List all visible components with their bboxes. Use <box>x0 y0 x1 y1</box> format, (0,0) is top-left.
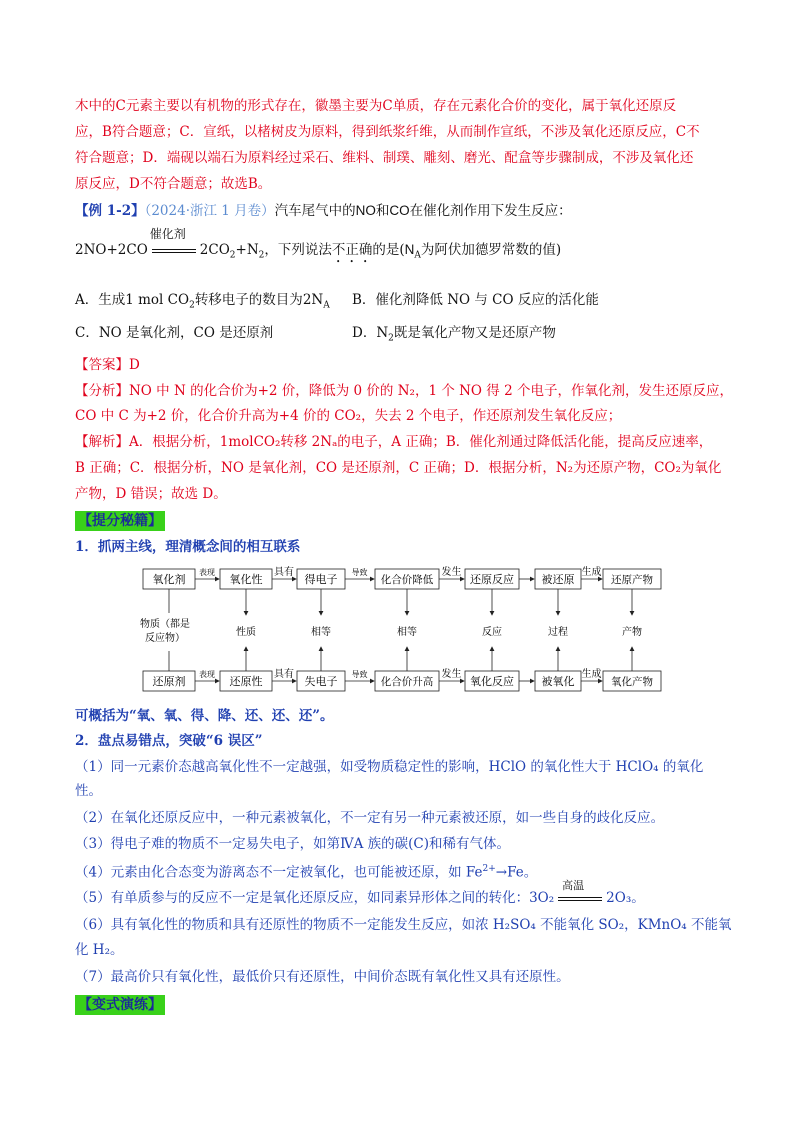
intro-line-1: 木中的C元素主要以有机物的形式存在，徽墨主要为C单质，存在元素化合价的变化，属于氧化还原反 <box>75 98 677 114</box>
example-equation: 2NO+2CO 催化剂 $2CO_2+N_2$，下列说法不正确的是($N_A$为阿伏加德罗常数的值) <box>75 227 562 261</box>
example-tag: 【例 1-2】 <box>75 203 145 219</box>
top-arrow-label: 表现 <box>199 568 215 577</box>
top-node: 被还原 <box>541 573 575 586</box>
bottom-node: 失电子 <box>304 675 338 688</box>
mid-label: 反应 <box>482 627 502 638</box>
mid-label: 反应物） <box>145 633 185 644</box>
tips-header: 【提分秘籍】 <box>75 511 165 531</box>
error-3: （3）得电子难的物质不一定易失电子，如第ⅣA 族的碳(C)和稀有气体。 <box>75 836 510 852</box>
error-1a: （1）同一元素价态越高氧化性不一定越强，如受物质稳定性的影响，HClO 的氧化性大于 HClO₄ 的氧化 <box>75 759 704 775</box>
option-b: B．催化剂降低 NO 与 CO 反应的活化能 <box>352 292 599 308</box>
example-source: （2024·浙江 1 月卷） <box>144 203 275 219</box>
bottom-node: 还原性 <box>229 675 263 688</box>
catalyst-condition: 催化剂 <box>148 240 200 260</box>
option-a: A．生成1 mol $CO_2$转移电子的数目为$2N_A$ <box>75 292 330 311</box>
top-arrow-label: 具有 <box>274 567 294 578</box>
mid-label: 物质（都是 <box>140 619 190 630</box>
analysis-line-2: CO 中 C 为+2 价，化合价升高为+4 价的 CO₂，失去 2 个电子，作还原剂发生氧化反应； <box>75 408 622 424</box>
mid-label: 过程 <box>548 627 568 638</box>
point-2-title: 2．盘点易错点，突破“6 误区” <box>75 733 263 749</box>
explain-line-3: 产物，D 错误；故选 D。 <box>75 486 227 502</box>
bottom-arrow-label: 生成 <box>581 669 602 680</box>
error-4: （4）元素由化合态变为游离态不一定被氧化，也可能被还原，如 $Fe^{2+}\to Fe$。 <box>75 864 538 881</box>
analysis-line-1: 【分析】NO 中 N 的化合价为+2 价，降低为 0 价的 N₂，1 个 NO 得 2 个电子，作氧化剂，发生还原反应， <box>75 383 733 399</box>
top-node: 还原反应 <box>470 573 514 586</box>
intro-line-4: 原反应，D不符合题意；故选B。 <box>75 176 272 192</box>
bottom-arrow-label: 发生 <box>441 669 462 680</box>
top-arrow-label: 导致 <box>351 568 368 577</box>
option-c: C．NO 是氧化剂，CO 是还原剂 <box>75 325 274 341</box>
mid-label: 相等 <box>397 627 417 638</box>
top-node: 氧化性 <box>229 573 263 586</box>
error-7: （7）最高价只有氧化性，最低价只有还原性，中间价态既有氧化性又具有还原性。 <box>75 969 570 985</box>
point-1-title: 1．抓两主线，理清概念间的相互联系 <box>75 539 301 555</box>
explain-line-2: B 正确；C．根据分析，NO 是氧化剂，CO 是还原剂，C 正确；D．根据分析，N₂为还原产物，CO₂为氧化 <box>75 460 722 476</box>
summary-line: 可概括为“氧、氧、得、降、还、还、还”。 <box>75 708 334 724</box>
answer-label: 【答案】D <box>75 357 140 373</box>
bottom-arrow-label: 表现 <box>199 670 215 679</box>
bottom-node: 氧化产物 <box>611 676 653 688</box>
bottom-node: 氧化反应 <box>470 675 514 688</box>
top-arrow-label: 生成 <box>581 567 602 578</box>
mid-label: 性质 <box>236 627 256 638</box>
diagram-rows <box>140 565 661 691</box>
top-node: 还原产物 <box>611 574 653 586</box>
error-1b: 性。 <box>75 783 102 799</box>
mid-label: 产物 <box>622 627 642 638</box>
option-d: D．$N_2$既是氧化产物又是还原产物 <box>352 325 556 344</box>
example-stem: 【例 1-2】（2024·浙江 1 月卷）汽车尾气中的NO和CO在催化剂作用下发生反应： <box>75 203 572 219</box>
top-node: 得电子 <box>304 573 338 586</box>
bottom-node: 还原剂 <box>152 675 186 688</box>
mid-label: 相等 <box>311 627 331 638</box>
error-6b: 化 H₂。 <box>75 942 124 958</box>
top-node: 化合价降低 <box>380 574 434 586</box>
bottom-node: 被氧化 <box>541 675 575 688</box>
bottom-node: 化合价升高 <box>380 676 434 688</box>
explain-line-1: 【解析】A．根据分析，1molCO₂转移 2Nₐ的电子，A 正确；B．催化剂通过降低活化能，提高反应速率， <box>75 434 713 450</box>
intro-line-2: 应，B符合题意；C．宣纸，以楮树皮为原料，得到纸浆纤维，从而制作宣纸，不涉及氧化还原反应，C不 <box>75 124 700 140</box>
error-5: （5）有单质参与的反应不一定是氧化还原反应，如同素异形体之间的转化：3O₂ 高温 2O₃。 <box>75 879 645 906</box>
error-2: （2）在氧化还原反应中，一种元素被氧化，不一定有另一种元素被还原，如一些自身的歧化反应。 <box>75 810 665 826</box>
variant-header: 【变式演练】 <box>75 995 165 1015</box>
bottom-arrow-label: 具有 <box>274 669 294 680</box>
top-arrow-label: 发生 <box>441 567 462 578</box>
bottom-arrow-label: 导致 <box>351 670 368 679</box>
intro-line-3: 符合题意；D．端砚以端石为原料经过采石、维料、制璞、雕刻、磨光、配盒等步骤制成，不涉及氧化还 <box>75 150 694 166</box>
concept-relation-diagram <box>135 565 665 705</box>
error-6a: （6）具有氧化性的物质和具有还原性的物质不一定能发生反应，如浓 H₂SO₄ 不能氧化 SO₂，KMnO₄ 不能氧 <box>75 917 732 933</box>
top-node: 氧化剂 <box>152 573 186 586</box>
